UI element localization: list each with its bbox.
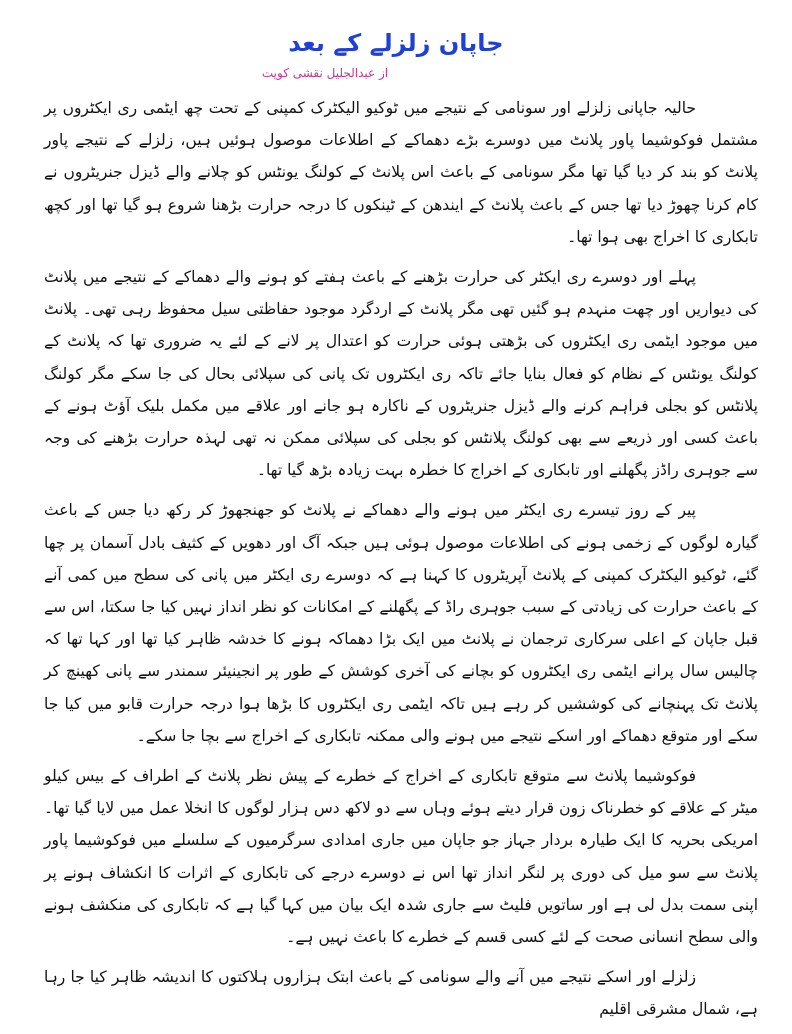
document-title: جاپان زلزلے کے بعد xyxy=(288,29,504,58)
paragraph-1: حالیہ جاپانی زلزلے اور سونامی کے نتیجے میں ٹوکیو الیکٹرک کمپنی کے تحت چھ ایٹمی ری ایکٹروں پر مشتمل فوکوشیما پاور پلانٹ میں دوسرے بڑے دھماکے کے اطلاعات موصول ہوئیں ہیں، زلزلے کے نتیجے پاور پلانٹ کو بند کر دیا گیا تھا مگر سونامی کے باعث اس پلانٹ کے کولنگ یونٹس کو چلانے والے ڈیزل جنریٹروں نے کام کرنا چھوڑ دیا تھا جس کے باعث پلانٹ کے ایندھن کے ٹینکوں کا درجہ حرارت بڑھنا شروع ہو گیا تھا اور کچھ تابکاری کا اخراج بھی ہوا تھا۔ xyxy=(44,99,758,246)
paragraph-5: زلزلے اور اسکے نتیجے میں آنے والے سونامی کے باعث ابتک ہزاروں ہلاکتوں کا اندیشہ ظاہر کیا جا رہا ہے، شمال مشرقی اقلیم xyxy=(44,968,758,1019)
paragraph-3: پیر کے روز تیسرے ری ایکٹر میں ہونے والے دھماکے نے پلانٹ کو جھنجھوڑ کر رکھ دیا جس کے باعث گیارہ لوگوں کے زخمی ہونے کی اطلاعات موصول ہوئی ہیں جبکہ آگ اور دھویں کے کثیف بادل آسمان پر چھا گئے، ٹوکیو الیکٹرک کمپنی کے پلانٹ آپریٹروں کا کہنا ہے کہ دوسرے ری ایکٹر میں پانی کی سطح میں کمی آنے کے باعث حرارت کی زیادتی کے سبب جوہری راڈ کے پگھلنے کے امکانات کو نظر انداز نہیں کیا جا سکتا، اس سے قبل جاپان کے اعلی سرکاری ترجمان نے پلانٹ میں ایک بڑا دھماکہ ہونے کا خدشہ ظاہر کیا تھا اور کہا تھا کہ چالیس سال پرانے ایٹمی ری ایکٹروں کو بچانے کی آخری کوشش کے طور پر انجینیئر سمندر سے پانی کھینچ کر پلانٹ تک پہنچانے کی کوششیں کر رہے ہیں تاکہ ایٹمی ری ایکٹروں کا بڑھا ہوا درجہ حرارت قابو میں کیا جا سکے اور متوقع دھماکے اور اسکے نتیجے میں ہونے والی ممکنہ تابکاری کے اخراج سے بچا جا سکے۔ xyxy=(44,501,758,745)
paragraph-4: فوکوشیما پلانٹ سے متوقع تابکاری کے اخراج کے خطرے کے پیش نظر پلانٹ کے اطراف کے بیس کیلو میٹر کے علاقے کو خطرناک زون قرار دیتے ہوئے وہاں سے دو لاکھ دس ہزار لوگوں کا انخلا عمل میں لایا گیا تھا۔ امریکی بحریہ کا ایک طیارہ بردار جہاز جو جاپان میں جاری امدادی سرگرمیوں کے سلسلے میں فوکوشیما پاور پلانٹ سے سو میل کی دوری پر لنگر انداز تھا اس نے دوسرے درجے کی تابکاری کے اثرات کا انکشاف ہونے پر اپنی سمت بدل لی ہے اور ساتویں فلیٹ سے جاری شدہ ایک بیان میں کہا گیا ہے کہ تابکاری کی منکشف ہونے والی سطح انسانی صحت کے لئے کسی قسم کے خطرے کا باعث نہیں ہے۔ xyxy=(44,767,758,947)
paragraph-2: پہلے اور دوسرے ری ایکٹر کی حرارت بڑھنے کے باعث ہفتے کو ہونے والے دھماکے کے نتیجے میں پلانٹ کی دیواریں اور چھت منہدم ہو گئیں تھی مگر پلانٹ کے اردگرد موجود حفاظتی سیل محفوظ رہی تھی۔ پلانٹ میں موجود ایٹمی ری ایکٹروں کی بڑھتی ہوئی حرارت کو اعتدال پر لانے کے لئے یہ ضروری تھا کہ پلانٹ کے کولنگ یونٹس کے نظام کو فعال بنایا جائے تاکہ ری ایکٹروں تک پانی کی سپلائی بحال کی جا سکے مگر کولنگ پلانٹس کو بجلی فراہم کرنے والے ڈیزل جنریٹروں کے ناکارہ ہو جانے اور علاقے میں مکمل بلیک آؤٹ ہونے کے باعث کسی اور ذریعے سے بھی کولنگ پلانٹس کو بجلی کی سپلائی ممکن نہ تھی لہذہ حرارت بڑھنے کی وجہ سے جوہری راڈز پگھلنے اور تابکاری کے اخراج کا خطرہ بہت زیادہ بڑھ گیا تھا۔ xyxy=(44,268,758,480)
author-byline: از عبدالجلیل نقشی کویت xyxy=(261,66,389,80)
article-body xyxy=(44,92,758,1034)
